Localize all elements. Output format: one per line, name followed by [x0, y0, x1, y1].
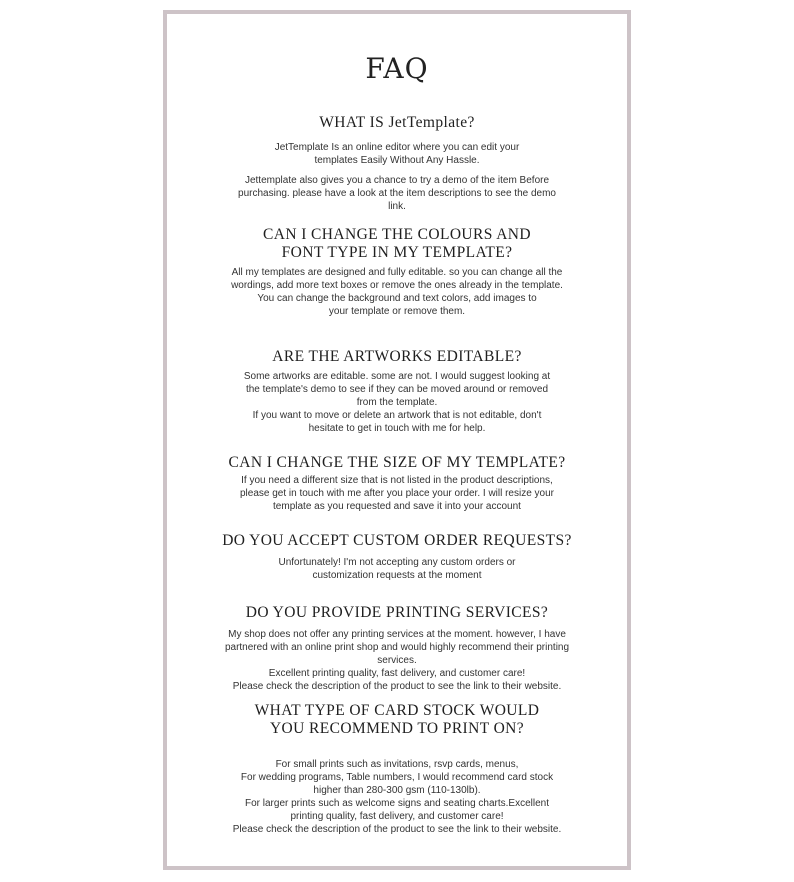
faq-question: DO YOU PROVIDE PRINTING SERVICES? [245, 604, 549, 621]
answer-paragraph: For larger prints such as welcome signs and seating charts.Excellent printing quality, fast delivery, and customer care! [244, 798, 550, 822]
page-title: FAQ [365, 52, 429, 85]
answer-paragraph: Excellent printing quality, fast delivery, and customer care! [268, 668, 526, 679]
faq-question: CAN I CHANGE THE COLOURS AND FONT TYPE IN MY TEMPLATE? [263, 226, 531, 261]
answer-paragraph: All my templates are designed and fully editable. so you can change all the wordings, add more text boxes or remove the ones already in the template. [231, 267, 563, 291]
answer-paragraph: If you want to move or delete an artwork that is not editable, don't hesitate to get in touch with me for help. [252, 410, 542, 434]
faq-item [167, 454, 627, 513]
faq-item [167, 348, 627, 435]
faq-answer [219, 628, 575, 693]
faq-item [167, 114, 627, 213]
faq-item [167, 532, 627, 582]
faq-item [167, 604, 627, 693]
answer-paragraph: If you need a different size that is not listed in the product descriptions, please get in touch with me after you place your order. I will resize your template as you requested and save it into your account [239, 475, 555, 512]
faq-answer [227, 266, 567, 318]
answer-paragraph: For wedding programs, Table numbers, I would recommend card stock higher than 280-300 gsm (110-130lb). [240, 772, 554, 796]
faq-question: WHAT TYPE OF CARD STOCK WOULD YOU RECOMMEND TO PRINT ON? [254, 702, 540, 737]
faq-question: CAN I CHANGE THE SIZE OF MY TEMPLATE? [228, 454, 566, 471]
faq-answer [227, 474, 567, 513]
faq-card [163, 10, 631, 870]
faq-answer [227, 556, 567, 582]
faq-question: WHAT IS JetTemplate? [319, 114, 475, 131]
faq-answer [227, 141, 567, 213]
answer-paragraph: Some artworks are editable. some are not. I would suggest looking at the template's demo to see if they can be moved around or removed from the template. [243, 371, 551, 408]
faq-answer [227, 370, 567, 435]
faq-question: ARE THE ARTWORKS EDITABLE? [272, 348, 522, 365]
answer-paragraph: You can change the background and text colors, add images to your template or remove them. [257, 293, 537, 317]
faq-question: DO YOU ACCEPT CUSTOM ORDER REQUESTS? [222, 532, 572, 549]
answer-paragraph: Please check the description of the product to see the link to their website. [232, 681, 562, 692]
faq-item [167, 226, 627, 318]
faq-answer [227, 758, 567, 836]
answer-paragraph: Unfortunately! I'm not accepting any custom orders or customization requests at the moment [278, 557, 516, 581]
answer-paragraph: JetTemplate Is an online editor where you can edit your templates Easily Without Any Hassle. [274, 142, 520, 166]
faq-item [167, 702, 627, 836]
answer-paragraph: Please check the description of the product to see the link to their website. [232, 824, 562, 835]
answer-paragraph: My shop does not offer any printing services at the moment. however, I have partnered with an online print shop and would highly recommend their printing services. [224, 629, 570, 666]
answer-paragraph: Jettemplate also gives you a chance to try a demo of the item Before purchasing. please have a look at the item descriptions to see the demo link. [238, 175, 556, 212]
answer-paragraph: For small prints such as invitations, rsvp cards, menus, [275, 759, 519, 770]
